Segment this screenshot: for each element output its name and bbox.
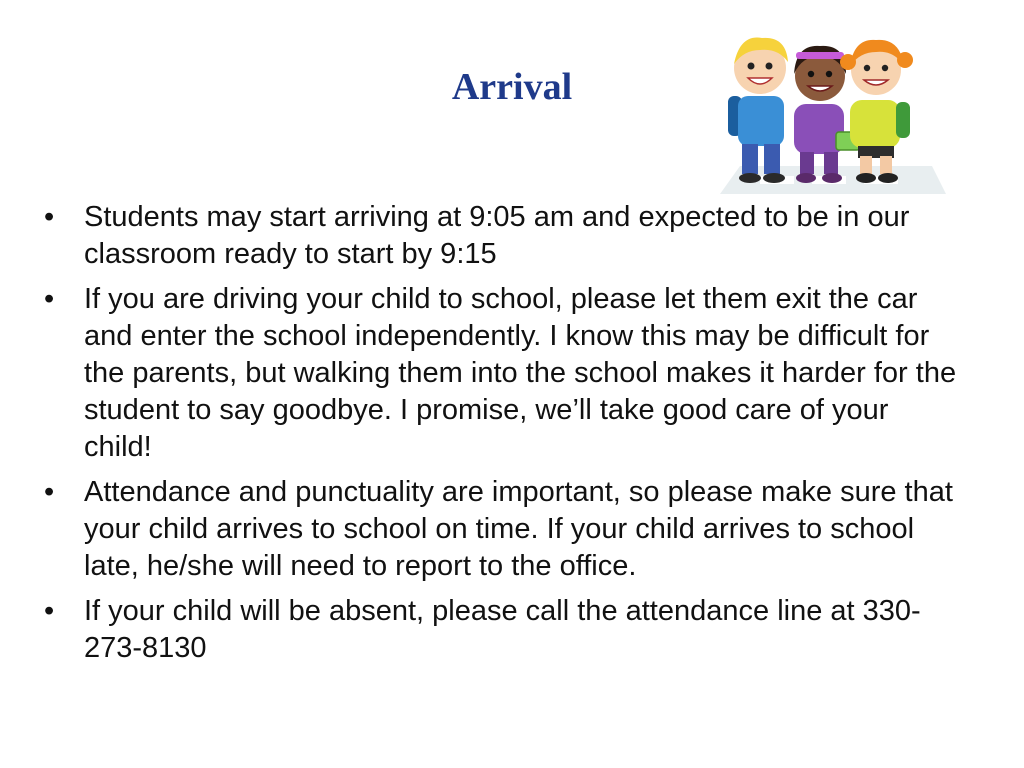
bullet-marker: • <box>44 283 55 315</box>
bullet-text: Students may start arriving at 9:05 am and expected to be in our classroom ready to start by 9:15 <box>84 201 910 270</box>
slide-title: Arrival <box>451 66 573 108</box>
bullet-marker: • <box>44 201 55 233</box>
bullet-text: If you are driving your child to school, please let them exit the car and enter the school independently. I know this may be difficult for the parents, but walking them into the school makes it harder for the student to say goodbye. I promise, we’ll take good care of your child! <box>84 283 957 463</box>
children-walking-to-school-icon <box>700 26 946 196</box>
bullet-item-arrival-time <box>44 199 964 273</box>
bullet-list <box>44 199 964 675</box>
bullet-text: Attendance and punctuality are important, so please make sure that your child arrives to school on time. If your child arrives to school late, he/she will need to report to the office. <box>84 476 953 582</box>
bullet-item-absence <box>44 593 964 667</box>
bullet-text: If your child will be absent, please call the attendance line at 330-273-8130 <box>84 595 921 664</box>
bullet-marker: • <box>44 476 55 508</box>
bullet-item-drop-off <box>44 281 964 466</box>
bullet-item-punctuality <box>44 474 964 585</box>
bullet-marker: • <box>44 595 55 627</box>
